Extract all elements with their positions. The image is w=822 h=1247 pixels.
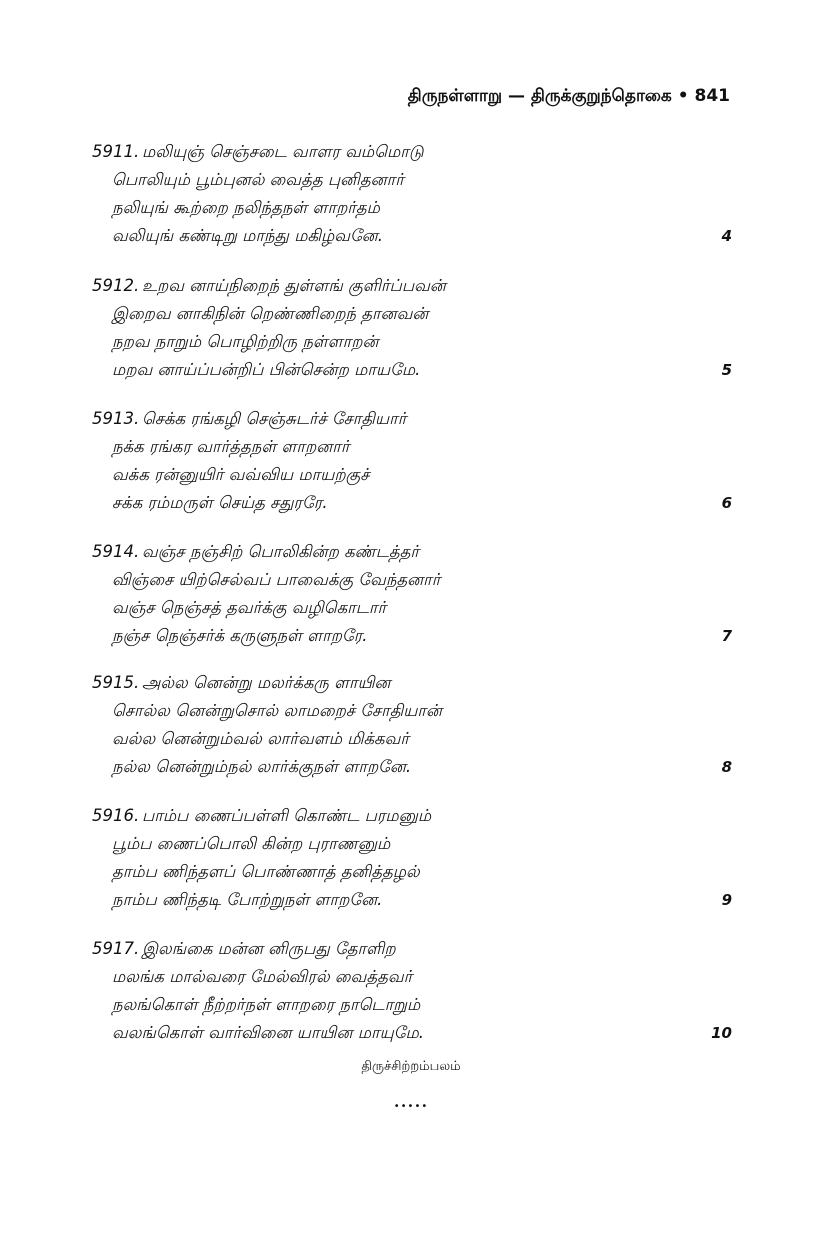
verse-number: 5914. <box>92 542 140 561</box>
verse-line: நாம்ப ணிந்தடி போற்றுநள் ளாறனே. <box>112 890 383 909</box>
verse-line: மறவ னாய்ப்பன்றிப் பின்சென்ற மாயமே. <box>112 360 421 379</box>
verse-line: வல்ல னென்றும்வல் லார்வளம் மிக்கவர் <box>112 729 409 748</box>
verse-line: பாம்ப ணைப்பள்ளி கொண்ட பரமனும் <box>142 806 432 825</box>
verse-line: வஞ்ச நெஞ்சத் தவர்க்கு வழிகொடார் <box>112 598 387 617</box>
stanza-number: 7 <box>721 627 732 645</box>
verse-line: வலியுங் கண்டிறு மாந்து மகிழ்வனே. <box>112 226 384 245</box>
verse-line: சொல்ல னென்றுசொல் லாமறைச் சோதியான் <box>112 701 442 720</box>
verse-5917 <box>92 935 732 1047</box>
verse-line: பூம்ப ணைப்பொலி கின்ற புராணனும் <box>112 834 391 853</box>
verse-line: நல்ல னென்றும்நல் லார்க்குநள் ளாறனே. <box>112 757 412 776</box>
verse-line: இறைவ னாகிநின் றெண்ணிறைந் தானவன் <box>112 304 429 323</box>
verse-5914 <box>92 538 732 650</box>
verse-line: வக்க ரன்னுயிர் வவ்விய மாயற்குச் <box>112 465 370 484</box>
stanza-number: 5 <box>721 361 732 379</box>
verse-5915 <box>92 669 732 781</box>
verse-line: செக்க ரங்கழி செஞ்சுடர்ச் சோதியார் <box>142 409 407 428</box>
verse-line: உறவ னாய்நிறைந் துள்ளங் குளிர்ப்பவன் <box>142 276 446 295</box>
verse-number: 5915. <box>92 673 140 692</box>
verse-5912 <box>92 272 732 384</box>
verse-line: மலங்க மால்வரை மேல்விரல் வைத்தவர் <box>112 967 413 986</box>
verse-line: விஞ்சை யிற்செல்வப் பாவைக்கு வேந்தனார் <box>112 570 441 589</box>
verse-line: வஞ்ச நஞ்சிற் பொலிகின்ற கண்டத்தர் <box>142 542 419 561</box>
verse-line: சக்க ரம்மருள் செய்த சதுரரே. <box>112 493 328 512</box>
stanza-number: 8 <box>721 758 732 776</box>
verse-number: 5916. <box>92 806 140 825</box>
stanza-number: 9 <box>721 891 732 909</box>
verse-number: 5911. <box>92 142 140 161</box>
verse-number: 5913. <box>92 409 140 428</box>
verse-line: தாம்ப ணிந்தளப் பொண்ணாத் தனித்தழல் <box>112 862 420 881</box>
stanza-number: 10 <box>711 1024 732 1042</box>
stanza-number: 4 <box>721 227 732 245</box>
verse-line: இலங்கை மன்ன னிருபது தோளிற <box>142 939 396 958</box>
stanza-number: 6 <box>721 494 732 512</box>
separator-ornament: ••••• <box>393 1101 429 1112</box>
closing-title: திருச்சிற்றம்பலம் <box>361 1059 461 1074</box>
verse-line: நலங்கொள் நீற்றர்நள் ளாறரை நாடொறும் <box>112 995 421 1014</box>
verse-line: நலியுங் கூற்றை நலிந்தநள் ளாறர்தம் <box>112 198 380 217</box>
verse-line: நறவ நாறும் பொழிற்றிரு நள்ளாறன் <box>112 332 379 351</box>
verse-number: 5912. <box>92 276 140 295</box>
verse-line: அல்ல னென்று மலர்க்கரு ளாயின <box>142 673 391 692</box>
verse-line: மலியுஞ் செஞ்சடை வாளர வம்மொடு <box>142 142 424 161</box>
verse-5911 <box>92 138 732 250</box>
verse-5913 <box>92 405 732 517</box>
verse-line: பொலியும் பூம்புனல் வைத்த புனிதனார் <box>112 170 404 189</box>
verse-line: வலங்கொள் வார்வினை யாயின மாயுமே. <box>112 1023 424 1042</box>
verse-number: 5917. <box>92 939 140 958</box>
verse-5916 <box>92 802 732 914</box>
verse-line: நஞ்ச நெஞ்சர்க் கருளுநள் ளாறரே. <box>112 626 368 645</box>
page-header: திருநள்ளாறு — திருக்குறுந்தொகை • 841 <box>407 86 730 106</box>
verse-line: நக்க ரங்கர வார்த்தநள் ளாறனார் <box>112 437 350 456</box>
